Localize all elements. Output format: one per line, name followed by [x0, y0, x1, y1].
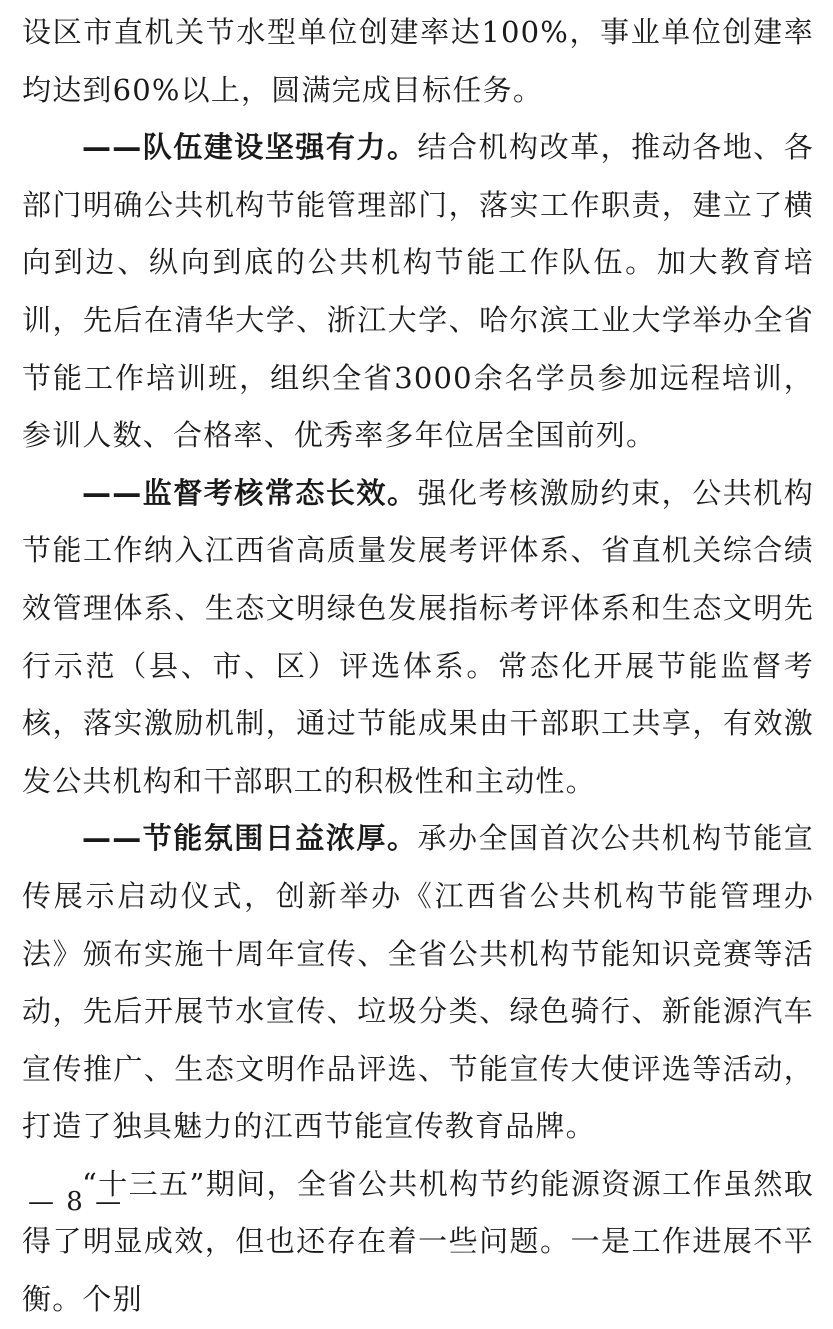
- page-number: — 8 —: [28, 1187, 124, 1217]
- paragraph-4: [22, 810, 814, 1156]
- paragraph-4-text: 承办全国首次公共机构节能宣传展示启动仪式，创新举办《江西省公共机构节能管理办法》颁布实施十周年宣传、全省公共机构节能知识竞赛等活动，先后开展节水宣传、垃圾分类、绿色骑行、新能源汽车宣传推广、生态文明作品评选、节能宣传大使评选等活动，打造了独具魅力的江西节能宣传教育品牌。: [22, 821, 814, 1144]
- paragraph-2: [22, 119, 814, 465]
- document-page: [22, 4, 814, 1329]
- paragraph-5-text: “十三五”期间，全省公共机构节约能源资源工作虽然取得了明显成效，但也还存在着一些问题。一是工作进展不平衡。个别: [22, 1166, 814, 1317]
- paragraph-3-heading: ——监督考核常态长效。: [82, 475, 418, 510]
- paragraph-2-heading: ——队伍建设坚强有力。: [82, 130, 418, 165]
- paragraph-4-heading: ——节能氛围日益浓厚。: [82, 821, 418, 856]
- paragraph-5: [22, 1156, 814, 1329]
- paragraph-1: [22, 4, 814, 119]
- paragraph-2-text: 结合机构改革，推动各地、各部门明确公共机构节能管理部门，落实工作职责，建立了横向到边、纵向到底的公共机构节能工作队伍。加大教育培训，先后在清华大学、浙江大学、哈尔滨工业大学举办全省节能工作培训班，组织全省3000余名学员参加远程培训，参训人数、合格率、优秀率多年位居全国前列。: [22, 130, 814, 453]
- paragraph-3-text: 强化考核激励约束，公共机构节能工作纳入江西省高质量发展考评体系、省直机关综合绩效管理体系、生态文明绿色发展指标考评体系和生态文明先行示范（县、市、区）评选体系。常态化开展节能监督考核，落实激励机制，通过节能成果由干部职工共享，有效激发公共机构和干部职工的积极性和主动性。: [22, 475, 814, 798]
- paragraph-1-text: 设区市直机关节水型单位创建率达100%，事业单位创建率均达到60%以上，圆满完成目标任务。: [22, 15, 814, 107]
- paragraph-3: [22, 465, 814, 811]
